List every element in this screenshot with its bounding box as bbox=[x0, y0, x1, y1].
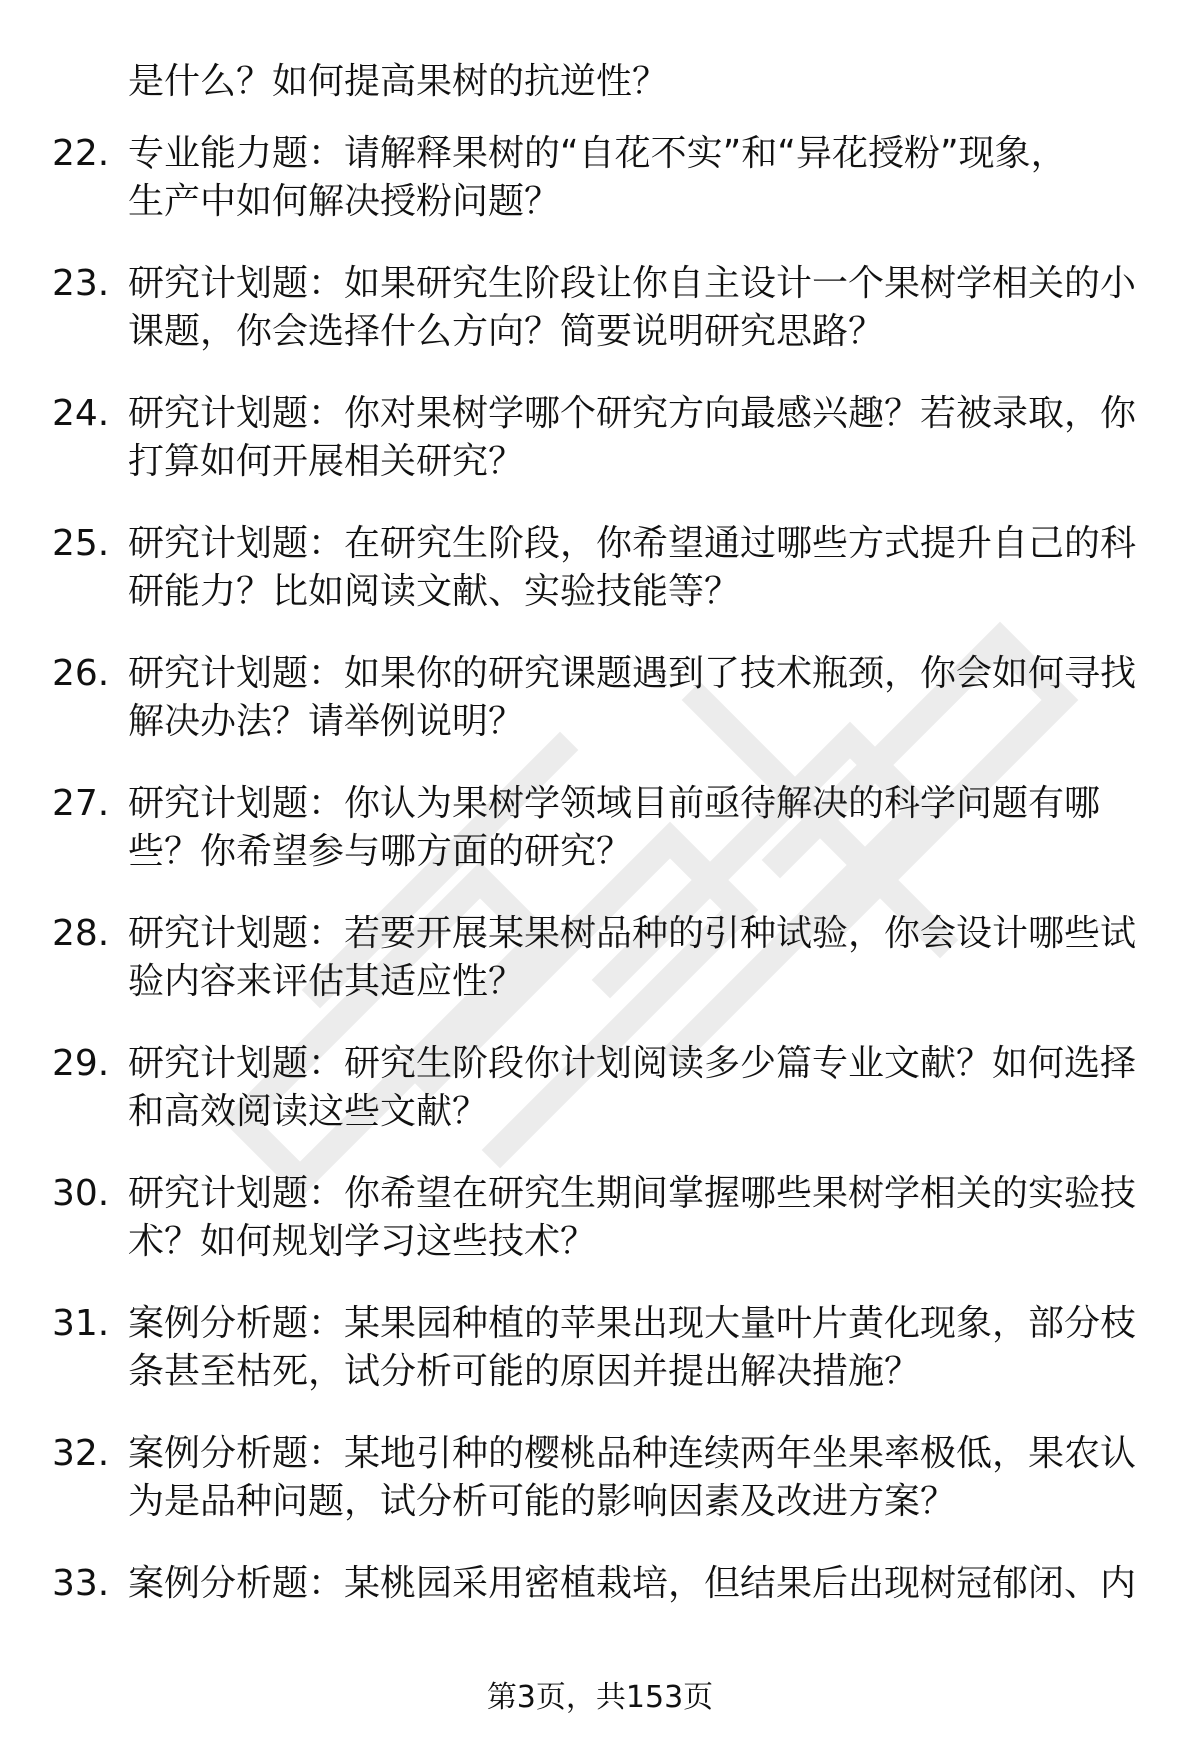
question-list bbox=[0, 130, 1200, 1690]
question-text bbox=[128, 390, 1148, 486]
question-line: 专业能力题：请解释果树的“自花不实”和“异花授粉”现象， bbox=[128, 133, 1067, 174]
question-line: 研究计划题：研究生阶段你计划阅读多少篇专业文献？如何选择 bbox=[128, 1043, 1137, 1084]
question-text bbox=[128, 1170, 1148, 1266]
question-number: 32. bbox=[52, 1433, 110, 1474]
question-item bbox=[0, 1040, 1200, 1170]
question-line: 研究计划题：如果你的研究课题遇到了技术瓶颈，你会如何寻找 bbox=[128, 653, 1137, 694]
question-line: 解决办法？请举例说明？ bbox=[128, 701, 525, 742]
question-line: 些？你希望参与哪方面的研究？ bbox=[128, 831, 633, 872]
question-item bbox=[0, 910, 1200, 1040]
question-line: 打算如何开展相关研究？ bbox=[128, 441, 525, 482]
continuation-line: 是什么？如何提高果树的抗逆性？ bbox=[128, 61, 669, 102]
question-item bbox=[0, 390, 1200, 520]
question-line: 案例分析题：某果园种植的苹果出现大量叶片黄化现象，部分枝 bbox=[128, 1303, 1137, 1344]
question-number: 28. bbox=[52, 913, 110, 954]
question-number: 22. bbox=[52, 133, 110, 174]
question-item bbox=[0, 130, 1200, 260]
question-text bbox=[128, 910, 1148, 1006]
question-line: 案例分析题：某地引种的樱桃品种连续两年坐果率极低，果农认 bbox=[128, 1433, 1137, 1474]
question-number: 24. bbox=[52, 393, 110, 434]
question-line: 为是品种问题，试分析可能的影响因素及改进方案？ bbox=[128, 1481, 957, 1522]
question-line: 课题，你会选择什么方向？简要说明研究思路？ bbox=[128, 311, 885, 352]
question-line: 术？如何规划学习这些技术？ bbox=[128, 1221, 597, 1262]
question-item bbox=[0, 1560, 1200, 1690]
question-line: 研究计划题：你希望在研究生期间掌握哪些果树学相关的实验技 bbox=[128, 1173, 1137, 1214]
question-line: 研究计划题：你对果树学哪个研究方向最感兴趣？若被录取，你 bbox=[128, 393, 1137, 434]
question-item bbox=[0, 520, 1200, 650]
question-item bbox=[0, 1170, 1200, 1300]
question-line: 和高效阅读这些文献？ bbox=[128, 1091, 489, 1132]
question-number: 27. bbox=[52, 783, 110, 824]
page-footer: 第3页，共153页 bbox=[486, 1680, 714, 1715]
question-text bbox=[128, 260, 1148, 356]
question-number: 29. bbox=[52, 1043, 110, 1084]
question-number: 26. bbox=[52, 653, 110, 694]
question-line: 研究计划题：在研究生阶段，你希望通过哪些方式提升自己的科 bbox=[128, 523, 1137, 564]
question-line: 生产中如何解决授粉问题？ bbox=[128, 181, 561, 222]
question-item bbox=[0, 780, 1200, 910]
question-text bbox=[128, 1430, 1148, 1526]
question-line: 验内容来评估其适应性？ bbox=[128, 961, 525, 1002]
question-number: 33. bbox=[52, 1563, 110, 1604]
question-line: 研究计划题：如果研究生阶段让你自主设计一个果树学相关的小 bbox=[128, 263, 1137, 304]
question-text bbox=[128, 650, 1148, 746]
question-line: 条甚至枯死，试分析可能的原因并提出解决措施？ bbox=[128, 1351, 921, 1392]
question-item bbox=[0, 1430, 1200, 1560]
question-number: 31. bbox=[52, 1303, 110, 1344]
question-text bbox=[128, 1040, 1148, 1136]
question-item bbox=[0, 1300, 1200, 1430]
question-number: 25. bbox=[52, 523, 110, 564]
question-text bbox=[128, 520, 1148, 616]
question-line: 案例分析题：某桃园采用密植栽培，但结果后出现树冠郁闭、内 bbox=[128, 1563, 1137, 1604]
question-line: 研究计划题：你认为果树学领域目前亟待解决的科学问题有哪 bbox=[128, 783, 1101, 824]
question-text bbox=[128, 1560, 1148, 1608]
question-line: 研能力？比如阅读文献、实验技能等？ bbox=[128, 571, 741, 612]
question-item bbox=[0, 650, 1200, 780]
question-text bbox=[128, 780, 1148, 876]
question-number: 23. bbox=[52, 263, 110, 304]
question-text bbox=[128, 130, 1148, 226]
question-text bbox=[128, 1300, 1148, 1396]
question-number: 30. bbox=[52, 1173, 110, 1214]
question-line: 研究计划题：若要开展某果树品种的引种试验，你会设计哪些试 bbox=[128, 913, 1137, 954]
question-item bbox=[0, 260, 1200, 390]
